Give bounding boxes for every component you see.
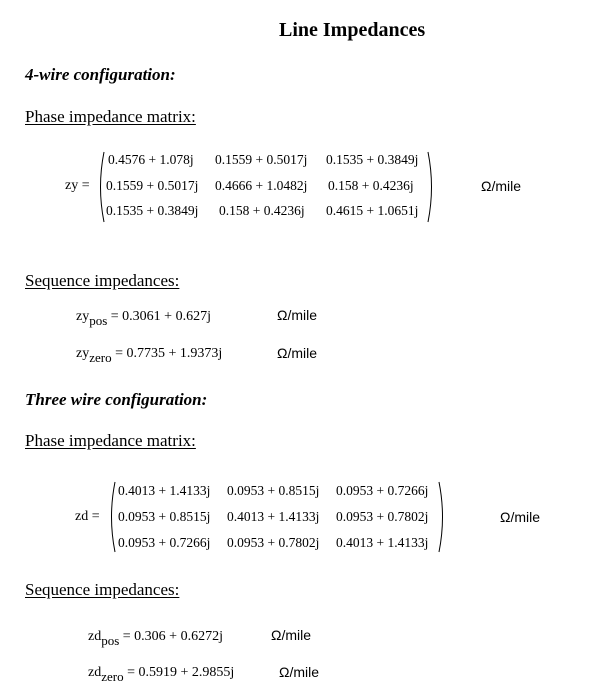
zd-zero-symbol: zd <box>88 665 102 680</box>
zd-pos-equation <box>88 628 223 648</box>
zy-cell-2-1: 0.1559 + 0.5017j <box>106 178 199 193</box>
zd-cell-1-3: 0.0953 + 0.7266j <box>336 483 429 498</box>
zy-cell-1-1: 0.4576 + 1.078j <box>108 152 194 167</box>
four-wire-heading: 4-wire configuration: <box>25 65 176 84</box>
zy-zero-symbol: zy <box>76 346 90 361</box>
zy-cell-3-2: 0.158 + 0.4236j <box>219 203 305 218</box>
zd-cell-3-2: 0.0953 + 0.7802j <box>227 535 320 550</box>
zy-matrix-left-paren <box>96 151 106 223</box>
zy-cell-2-3: 0.158 + 0.4236j <box>328 178 414 193</box>
zd-matrix-unit: Ω/mile <box>500 509 541 525</box>
zy-cell-1-3: 0.1535 + 0.3849j <box>326 152 419 167</box>
zd-zero-subscript: zero <box>101 669 124 684</box>
zd-zero-unit: Ω/mile <box>279 664 320 680</box>
zd-cell-3-1: 0.0953 + 0.7266j <box>118 535 211 550</box>
zy-pos-symbol: zy <box>76 309 90 324</box>
page-title: Line Impedances <box>279 19 426 41</box>
zy-zero-equation <box>76 345 223 365</box>
zd-pos-value: = 0.306 + 0.6272j <box>122 629 223 644</box>
zd-matrix-symbol: zd = <box>75 509 100 524</box>
zy-pos-subscript: pos <box>89 313 108 328</box>
zd-zero-value: = 0.5919 + 2.9855j <box>127 665 235 680</box>
zy-pos-value: = 0.3061 + 0.627j <box>110 309 211 324</box>
zy-zero-value: = 0.7735 + 1.9373j <box>115 346 223 361</box>
three-wire-phase-label: Phase impedance matrix: <box>25 431 196 450</box>
zy-cell-1-2: 0.1559 + 0.5017j <box>215 152 308 167</box>
zy-cell-2-2: 0.4666 + 1.0482j <box>215 178 308 193</box>
three-wire-sequence-label: Sequence impedances: <box>25 580 180 599</box>
zd-matrix-right-paren <box>437 481 447 553</box>
zd-cell-2-3: 0.0953 + 0.7802j <box>336 509 429 524</box>
zy-matrix-right-paren <box>426 151 436 223</box>
zd-cell-1-2: 0.0953 + 0.8515j <box>227 483 320 498</box>
zy-cell-3-1: 0.1535 + 0.3849j <box>106 203 199 218</box>
zd-cell-2-1: 0.0953 + 0.8515j <box>118 509 211 524</box>
zy-zero-unit: Ω/mile <box>277 345 318 361</box>
zd-cell-1-1: 0.4013 + 1.4133j <box>118 483 211 498</box>
zd-pos-unit: Ω/mile <box>271 627 312 643</box>
zy-pos-equation <box>76 308 211 328</box>
zd-cell-3-3: 0.4013 + 1.4133j <box>336 535 429 550</box>
zd-pos-subscript: pos <box>101 633 120 648</box>
zd-matrix-left-paren <box>107 481 117 553</box>
zy-zero-subscript: zero <box>89 350 112 365</box>
four-wire-phase-label: Phase impedance matrix: <box>25 107 196 126</box>
zd-pos-symbol: zd <box>88 629 102 644</box>
zy-pos-unit: Ω/mile <box>277 307 318 323</box>
four-wire-sequence-label: Sequence impedances: <box>25 271 180 290</box>
zy-cell-3-3: 0.4615 + 1.0651j <box>326 203 419 218</box>
zy-matrix-symbol: zy = <box>65 178 90 193</box>
three-wire-heading: Three wire configuration: <box>25 390 208 409</box>
zd-cell-2-2: 0.4013 + 1.4133j <box>227 509 320 524</box>
zd-zero-equation <box>88 664 235 684</box>
zy-matrix-unit: Ω/mile <box>481 178 522 194</box>
